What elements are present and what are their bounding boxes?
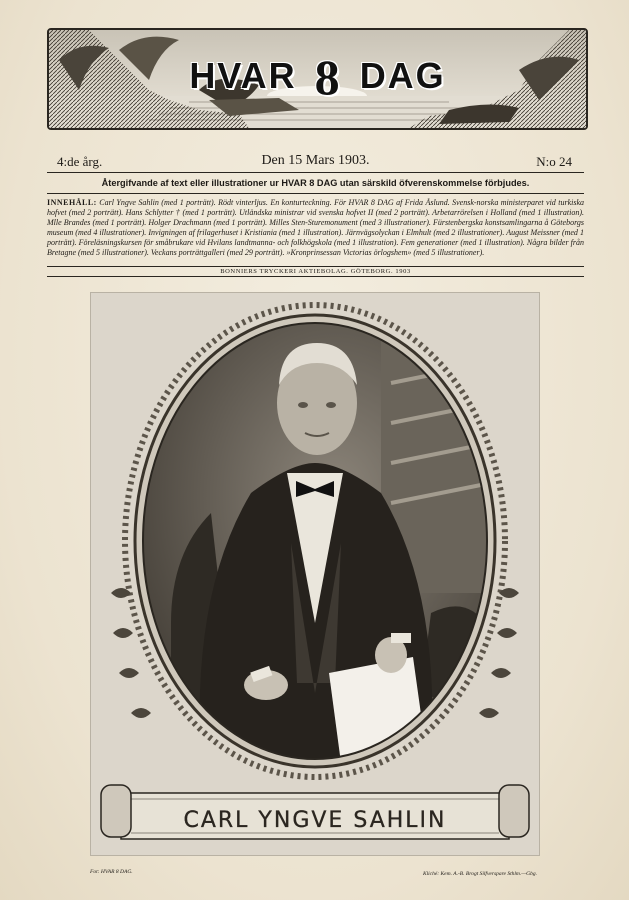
masthead-title-left: HVAR — [189, 55, 297, 96]
table-of-contents — [47, 198, 584, 258]
masthead-title — [49, 48, 586, 106]
portrait-plate — [90, 292, 540, 856]
portrait-frame-illustration — [91, 293, 539, 855]
copyright-notice: Återgifvande af text eller illustrationer ur HVAR 8 DAG utan särskild öfverenskommelse förbjudes. — [101, 178, 530, 188]
volume-label: 4:de årg. — [57, 154, 103, 169]
contents-text: Carl Yngve Sahlin (med 1 porträtt). Rödt vinterljus. En konturteckning. För HVAR 8 DAG af Frida Åslund. Svensk-norska ministerparet vid turkiska hofvet (med 2 porträtt). Hans Schlytter † (med 1 porträtt). Utländska ministrar vid svenska hofvet II (med 2 porträtt). Arbetarrörelsen i Holland (med 1 illustration). Mlle Brandes (med 1 porträtt). Holger Drachmann (med 1 porträtt). Milles Sten-Sturemonument (med 3 illustrationer). Fürstenbergska konstsamlingarna å Göteborgs museum (med 4 illustrationer). Invigningen af frilagerhuset i Kristiania (med 1 illustration). Järnvägsolyckan i Elmhult (med 2 illustrationer). August Meissner (med 1 porträtt). Föreläsningskursen för småbrukare vid Hvilans landtmanna- och folkhögskola (med 1 illustration). Fem generationer (med 1 illustration). Några bilder från Bretagne (med 5 illustrationer). Veckans porträttgalleri (med 29 porträtt). »Kronprinsessan Victorias örlogshem» (med 5 illustrationer). — [47, 198, 585, 257]
masthead-title-number: 8 — [314, 49, 342, 105]
engraving-credit: Kliché: Kem. A.-B. Brogt Silfverspare Sthlm.—Gbg. — [422, 871, 537, 877]
date-line — [47, 152, 584, 173]
portrait-caption: CARL YNGVE SAHLIN — [183, 808, 447, 833]
photo-credit: Fot: HVAR 8 DAG. — [90, 869, 133, 875]
divider-rule — [47, 193, 584, 194]
issue-date: Den 15 Mars 1903. — [261, 153, 370, 168]
contents-lead: INNEHÅLL: — [47, 198, 97, 207]
printer-line: BONNIERS TRYCKERI AKTIEBOLAG. GÖTEBORG. 1903 — [47, 266, 584, 277]
issue-number: N:o 24 — [536, 154, 572, 169]
masthead-title-right: DAG — [359, 55, 446, 96]
masthead — [47, 28, 588, 130]
